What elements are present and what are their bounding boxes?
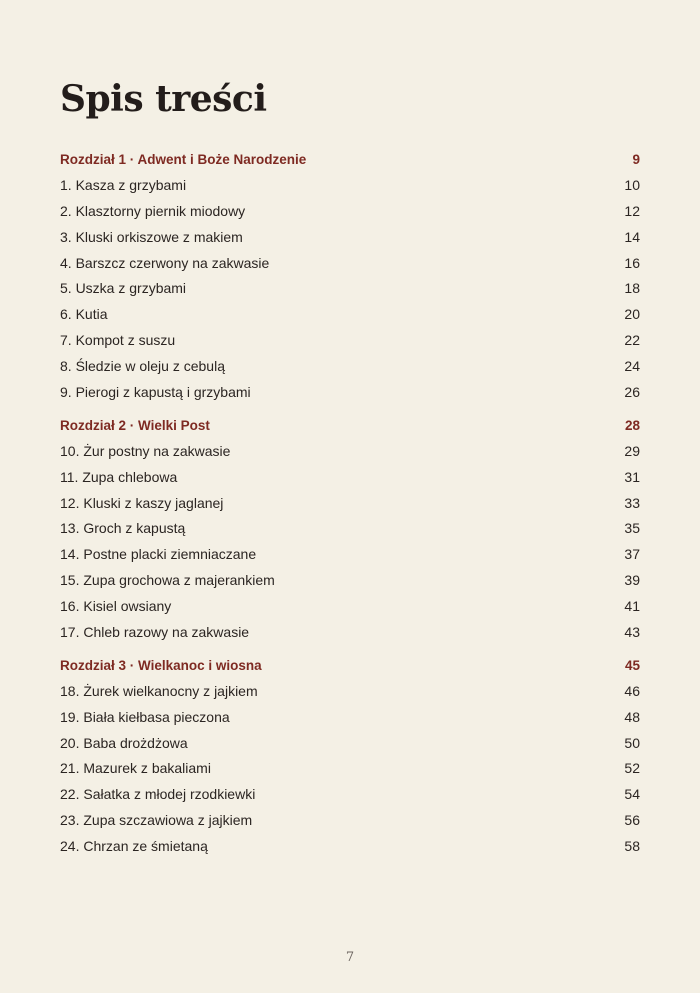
entry-label: 19. Biała kiełbasa pieczona [60, 708, 230, 725]
chapter-title: Rozdział 2 · Wielki Post [60, 417, 210, 433]
entry-label: 22. Sałatka z młodej rzodkiewki [60, 786, 256, 803]
chapter-heading[interactable] [60, 147, 640, 173]
entry-page: 39 [624, 572, 640, 589]
entry-page: 50 [624, 734, 640, 751]
entry-page: 56 [624, 812, 640, 829]
entry-label: 4. Barszcz czerwony na zakwasie [60, 254, 270, 271]
entry-page: 48 [624, 708, 640, 725]
entry-label: 11. Zupa chlebowa [60, 468, 178, 485]
toc-entry[interactable] [60, 439, 640, 465]
entry-page: 14 [624, 228, 640, 245]
toc-entry[interactable] [60, 808, 640, 834]
page-number: 7 [345, 950, 355, 965]
toc-entry[interactable] [60, 731, 640, 757]
toc-page [60, 0, 640, 993]
entry-page: 52 [624, 760, 640, 777]
toc-entry[interactable] [60, 302, 640, 328]
entry-page: 46 [624, 682, 640, 699]
entry-label: 10. Żur postny na zakwasie [60, 442, 231, 459]
toc-entry[interactable] [60, 594, 640, 620]
entry-page: 37 [624, 546, 640, 563]
toc-entry[interactable] [60, 173, 640, 199]
chapter-title: Rozdział 1 · Adwent i Boże Narodzenie [60, 152, 307, 167]
chapter-page: 9 [632, 152, 640, 167]
entry-page: 29 [624, 442, 640, 459]
chapter-page: 45 [624, 657, 640, 673]
table-of-contents [60, 147, 640, 867]
toc-entry[interactable] [60, 380, 640, 406]
entry-page: 43 [624, 624, 640, 641]
entry-label: 8. Śledzie w oleju z cebulą [60, 358, 225, 375]
chapter-2 [60, 413, 640, 646]
entry-page: 18 [624, 280, 640, 297]
toc-entry[interactable] [60, 491, 640, 517]
chapter-heading[interactable] [60, 653, 640, 679]
toc-entry[interactable] [60, 199, 640, 225]
entry-page: 54 [624, 786, 640, 803]
entry-label: 9. Pierogi z kapustą i grzybami [60, 384, 251, 401]
chapter-title: Rozdział 3 · Wielkanoc i wiosna [60, 657, 262, 673]
toc-entry[interactable] [60, 516, 640, 542]
entry-label: 2. Klasztorny piernik miodowy [60, 202, 246, 219]
toc-entry[interactable] [60, 620, 640, 646]
entry-label: 18. Żurek wielkanocny z jajkiem [60, 682, 258, 699]
toc-entry[interactable] [60, 276, 640, 302]
entry-label: 20. Baba drożdżowa [60, 734, 188, 751]
entry-page: 20 [624, 306, 640, 323]
entry-page: 16 [624, 254, 640, 271]
entry-label: 6. Kutia [60, 306, 108, 323]
chapter-1 [60, 147, 640, 406]
entry-label: 3. Kluski orkiszowe z makiem [60, 228, 243, 245]
toc-entry[interactable] [60, 542, 640, 568]
toc-entry[interactable] [60, 465, 640, 491]
entry-page: 31 [624, 468, 640, 485]
toc-entry[interactable] [60, 225, 640, 251]
entry-page: 26 [624, 384, 640, 401]
entry-page: 22 [624, 332, 640, 349]
toc-entry[interactable] [60, 834, 640, 860]
entry-label: 12. Kluski z kaszy jaglanej [60, 494, 224, 511]
chapter-heading[interactable] [60, 413, 640, 439]
toc-entry[interactable] [60, 354, 640, 380]
entry-page: 12 [624, 202, 640, 219]
entry-page: 41 [624, 598, 640, 615]
entry-label: 23. Zupa szczawiowa z jajkiem [60, 812, 253, 829]
entry-page: 35 [624, 520, 640, 537]
entry-page: 58 [624, 838, 640, 855]
entry-page: 24 [624, 358, 640, 375]
entry-label: 5. Uszka z grzybami [60, 280, 187, 297]
entry-page: 10 [624, 176, 640, 193]
entry-label: 17. Chleb razowy na zakwasie [60, 624, 250, 641]
toc-entry[interactable] [60, 328, 640, 354]
entry-label: 7. Kompot z suszu [60, 332, 176, 349]
entry-page: 33 [624, 494, 640, 511]
entry-label: 1. Kasza z grzybami [60, 176, 187, 193]
chapter-page: 28 [624, 417, 640, 433]
entry-label: 13. Groch z kapustą [60, 520, 186, 537]
toc-entry[interactable] [60, 705, 640, 731]
entry-label: 21. Mazurek z bakaliami [60, 760, 211, 777]
page-title: Spis treści [60, 78, 267, 120]
entry-label: 14. Postne placki ziemniaczane [60, 546, 257, 563]
entry-label: 24. Chrzan ze śmietaną [60, 838, 208, 855]
chapter-3 [60, 653, 640, 860]
entry-label: 15. Zupa grochowa z majerankiem [60, 572, 275, 589]
toc-entry[interactable] [60, 679, 640, 705]
toc-entry[interactable] [60, 782, 640, 808]
toc-entry[interactable] [60, 568, 640, 594]
entry-label: 16. Kisiel owsiany [60, 598, 172, 615]
toc-entry[interactable] [60, 251, 640, 277]
toc-entry[interactable] [60, 756, 640, 782]
